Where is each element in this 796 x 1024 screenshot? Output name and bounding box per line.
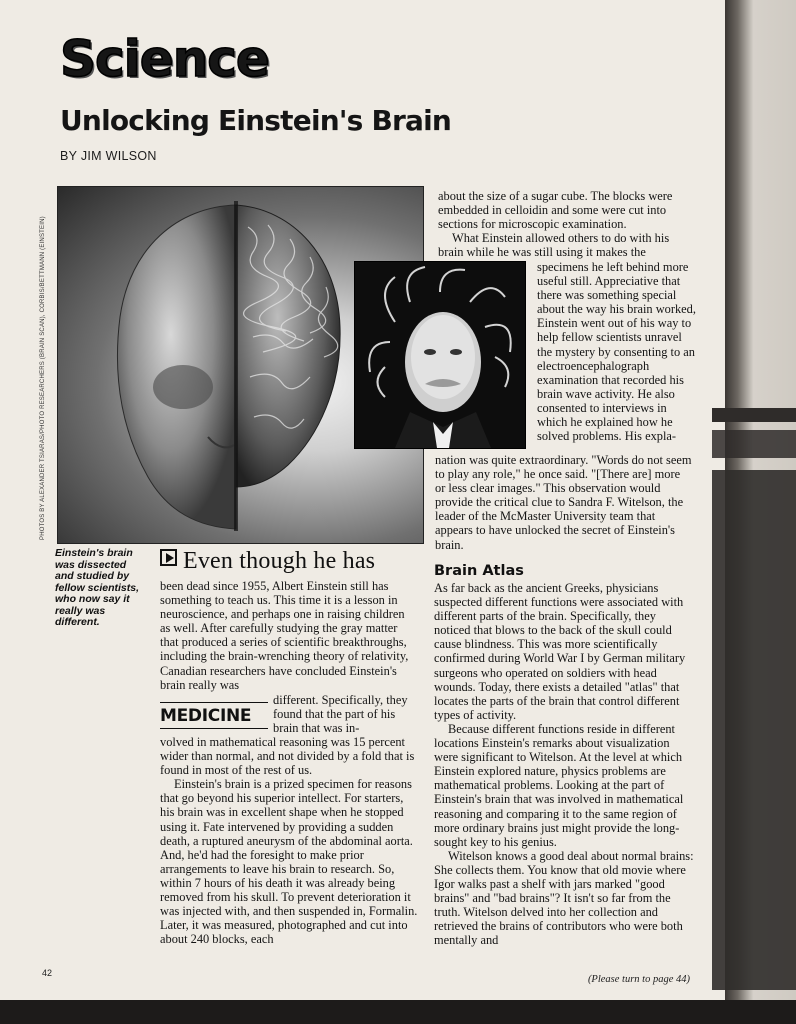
- einstein-portrait-illustration: [355, 262, 525, 448]
- paragraph: As far back as the ancient Greeks, physicians suspected different functions were associated with different parts of the brain. Specifically, they noticed that blows to the back of the skull could cause blindness. This was more scientifically confirmed during World War I by German military surgeons who operated on soldiers with head wounds. Today, there exists a detailed "atlas" that locates the parts of the brain that control different types of activity.: [434, 581, 686, 722]
- background-band: [712, 408, 796, 422]
- paragraph: What Einstein allowed others to do with his brain while he was still using it makes the: [438, 231, 670, 260]
- einstein-portrait: [355, 262, 525, 448]
- article-headline: Unlocking Einstein's Brain: [60, 104, 452, 137]
- paragraph: Einstein's brain is a prized specimen for reasons that go beyond his superior intellect. For starters, his brain was in excellent shape when he stopped using it. Fate intervened by providing a sudden death, a ruptured aneurysm of the abdominal aorta. And, he'd had the foresight to make prior arrangements to leave his brain to research. So, within 7 hours of his death it was already being removed from his skull. To prevent deterioration it was injected with, and then suspended in, Formalin. Later, it was measured, photographed and cut into about 240 blocks, each: [160, 777, 418, 947]
- column2-brain-atlas: [434, 581, 694, 947]
- column2-top: [438, 189, 696, 259]
- paragraph: volved in mathematical reasoning was 15 percent wider than normal, and not divided by a fold that is found in most of the rest of us.: [160, 735, 415, 778]
- column2-continued: nation was quite extraordinary. "Words do not seem to play any role," he once said. "[There are] more or less clear images." This observation would provide the critical clue to Sandra F. Witelson, the leader of the McMaster University team that appears to have unlocked the secret of Einstein's brain.: [435, 453, 692, 552]
- photo-caption: Einstein's brain was dissected and studied by fellow scientists, who now say it really was different.: [55, 547, 140, 628]
- column1-part-a: been dead since 1955, Albert Einstein still has something to teach us. This time it is a lesson in neuroscience, and perhaps one in raising children as well. After carefully studying the gray matter that produced a series of scientific breakthroughs, including the brain-wrenching theory of relativity, Canadian researchers have concluded Einstein's brain really was: [160, 579, 409, 692]
- column2-wrap-text: specimens he left behind more useful still. Appreciative that there was something special about the way his brain worked, Einstein went out of his way to help fellow scientists unravel the mystery by consenting to an electroencephalograph examination that recorded his brain wave activity. He also consented to interviews in which he explained how he solved problems. His expla-: [537, 260, 696, 444]
- background-shadow: [712, 470, 796, 990]
- play-arrow-icon: [160, 549, 177, 566]
- background-bottom: [0, 1000, 796, 1024]
- paragraph: about the size of a sugar cube. The blocks were embedded in celloidin and some were cut into sections for microscopic examination.: [438, 189, 673, 232]
- continued-note: (Please turn to page 44): [587, 974, 690, 985]
- section-title: Science: [60, 30, 269, 88]
- paragraph: Witelson knows a good deal about normal brains: She collects them. You know that old movie where Igor walks past a shelf with jars marked "good brains" and "bad brains"? It isn't so far from the truth. Witelson delved into her collection and retrieved the brains of contributors who were both mentally and: [434, 848, 694, 948]
- photo-credit: PHOTOS BY ALEXANDER TSIARAS/PHOTO RESEARCHERS (BRAIN SCAN), CORBIS/BETTMANN (EINSTEIN): [40, 216, 46, 540]
- byline: BY JIM WILSON: [60, 149, 157, 163]
- lead-line: Even though he has: [160, 548, 375, 575]
- column1-part-b: different. Specifically, they found that the part of his brain that was in-: [273, 693, 408, 736]
- category-tag: MEDICINE: [160, 702, 268, 729]
- column1-part-c: [160, 735, 418, 946]
- paragraph: Because different functions reside in different locations Einstein's remarks about visualization were significant to Witelson. At the level at which Einstein explored nature, physics problems are mathematical problems. Looking at the part of Einstein's brain that was involved in mathematical reasoning and comparing it to the same region of more ordinary brains just might provide the long-sought key to his genius.: [434, 721, 684, 849]
- background-band: [712, 430, 796, 458]
- page-number: 42: [42, 968, 53, 978]
- subhead: Brain Atlas: [434, 563, 524, 579]
